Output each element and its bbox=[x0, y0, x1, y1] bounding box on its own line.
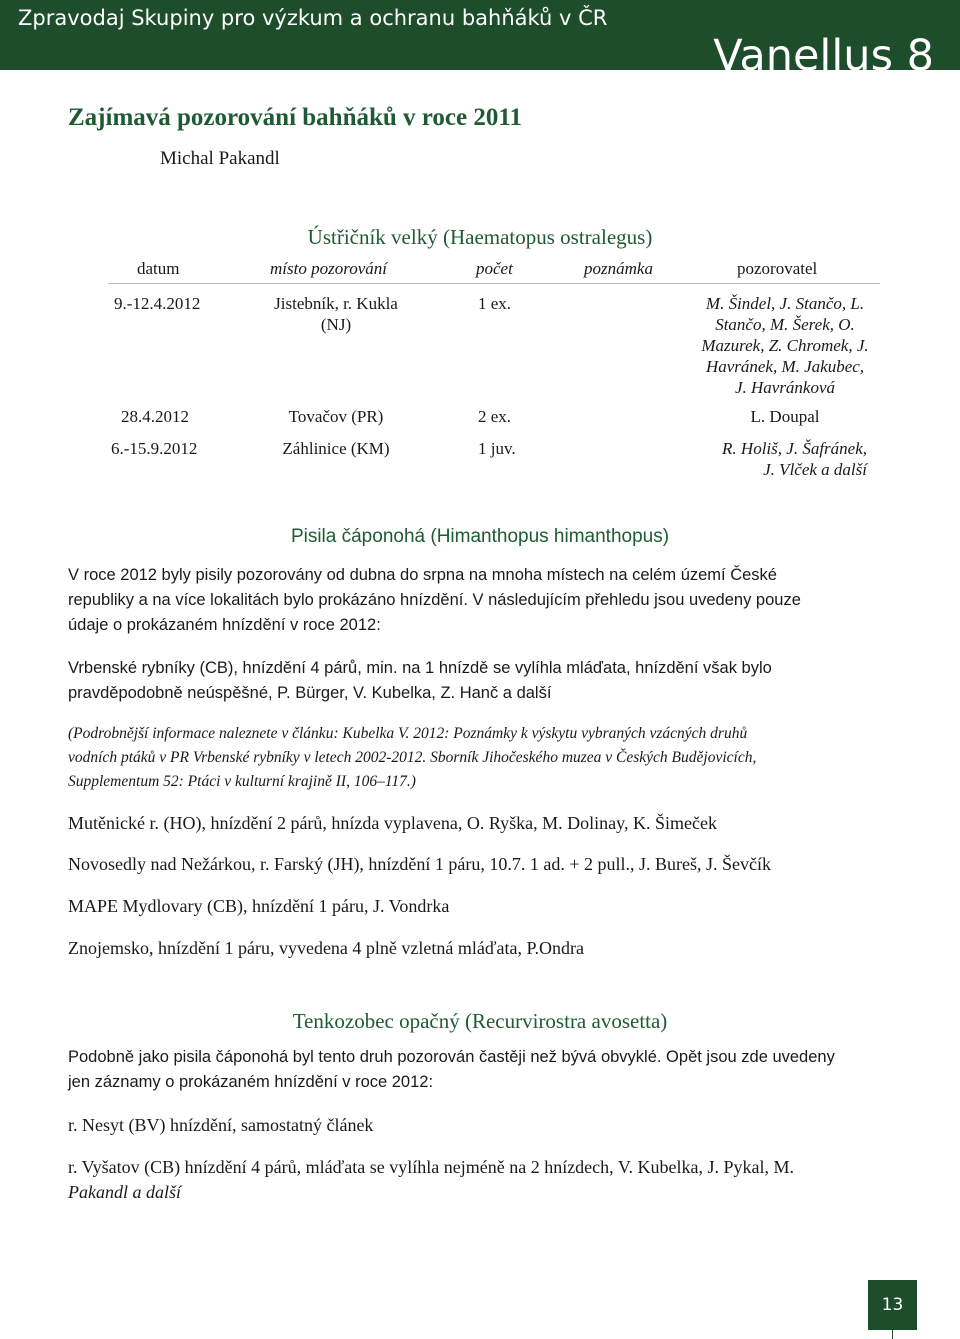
reference-note: (Podrobnější informace naleznete v článku: Kubelka V. 2012: Poznámky k výskytu vybraných vzácných druhů vodních ptáků v PR Vrbenské rybníky v letech 2002-2012. Sborník Jihočeského muzea v Českých Budějovicích, Supplementum 52: Ptáci v kulturní krajině II, 106–117.) bbox=[68, 725, 757, 790]
nesyt-record: r. Nesyt (BV) hnízdění, samostatný článek bbox=[68, 1115, 374, 1135]
stilt-intro-paragraph: V roce 2012 byly pisily pozorovány od dubna do srpna na mnoha místech na celém území České republiky a na více lokalitách bylo prokázáno hnízdění. V následujícím přehledu jsou uvedeny pouze údaje o prokázaném hnízdění v roce 2012: bbox=[68, 566, 801, 634]
table-header-divider bbox=[108, 283, 880, 284]
vysatov-record: r. Vyšatov (CB) hnízdění 4 párů, mláďata se vylíhla nejméně na 2 hnízdech, V. Kubelka, J. Pykal, M. Pakandl a další bbox=[68, 1157, 795, 1202]
table-cell-place: Jistebník, r. Kukla (NJ) bbox=[274, 294, 398, 334]
header-bar bbox=[0, 0, 960, 81]
table-cell-count: 1 juv. bbox=[478, 439, 516, 458]
section-heading-stilt: Pisila čáponohá (Himanthopus himanthopus) bbox=[290, 526, 670, 547]
journal-name: Vanellus 8 bbox=[713, 31, 934, 81]
table-cell-observer: R. Holiš, J. Šafránek, J. Vlček a další bbox=[722, 439, 867, 479]
avocet-intro-paragraph: Podobně jako pisila čáponohá byl tento druh pozorován častěji než bývá obvyklé. Opět jsou zde uvedeny jen záznamy o prokázaném hnízdění v roce 2012: bbox=[68, 1048, 835, 1091]
article-author: Michal Pakandl bbox=[160, 148, 280, 169]
column-header-note: poznámka bbox=[584, 259, 653, 278]
table-cell-date: 6.-15.9.2012 bbox=[111, 439, 198, 458]
mutenicke-record: Mutěnické r. (HO), hnízdění 2 párů, hnízda vyplavena, O. Ryška, M. Dolinay, K. Šimeček bbox=[68, 813, 717, 833]
column-header-count: počet bbox=[476, 259, 513, 278]
table-cell-count: 1 ex. bbox=[478, 294, 512, 313]
table-cell-date: 28.4.2012 bbox=[121, 407, 189, 426]
column-header-observer: pozorovatel bbox=[737, 259, 818, 278]
page-number: 13 bbox=[868, 1280, 917, 1330]
novosedly-record: Novosedly nad Nežárkou, r. Farský (JH), hnízdění 1 páru, 10.7. 1 ad. + 2 pull., J. Bureš, J. Ševčík bbox=[68, 854, 772, 874]
table-cell-place: Záhlinice (KM) bbox=[282, 439, 390, 458]
column-header-place: místo pozorování bbox=[270, 259, 387, 278]
column-header-date: datum bbox=[137, 259, 180, 278]
section-heading-avocet: Tenkozobec opačný (Recurvirostra avosetta) bbox=[292, 1009, 668, 1033]
znojemsko-record: Znojemsko, hnízdění 1 páru, vyvedena 4 plně vzletná mláďata, P.Ondra bbox=[68, 938, 584, 958]
bulletin-title: Zpravodaj Skupiny pro výzkum a ochranu bahňáků v ČR bbox=[18, 6, 608, 30]
section-heading-oystercatcher: Ústřičník velký (Haematopus ostralegus) bbox=[307, 225, 653, 249]
table-cell-observer: L. Doupal bbox=[750, 407, 820, 426]
page-number-tick bbox=[892, 1330, 893, 1339]
table-cell-date: 9.-12.4.2012 bbox=[114, 294, 201, 313]
table-cell-place: Tovačov (PR) bbox=[288, 407, 384, 426]
table-cell-observer: M. Šindel, J. Stančo, L. Stančo, M. Šerek, O. Mazurek, Z. Chromek, J. Havránek, M. Jakubec, J. Havránková bbox=[701, 294, 869, 397]
table-cell-count: 2 ex. bbox=[478, 407, 512, 426]
vrbenske-record: Vrbenské rybníky (CB), hnízdění 4 párů, min. na 1 hnízdě se vylíhla mláďata, hnízdění však bylo pravděpodobně neúspěšné, P. Bürger, V. Kubelka, Z. Hanč a další bbox=[68, 659, 772, 702]
article-title: Zajímavá pozorování bahňáků v roce 2011 bbox=[68, 104, 522, 131]
mape-record: MAPE Mydlovary (CB), hnízdění 1 páru, J. Vondrka bbox=[68, 896, 450, 916]
